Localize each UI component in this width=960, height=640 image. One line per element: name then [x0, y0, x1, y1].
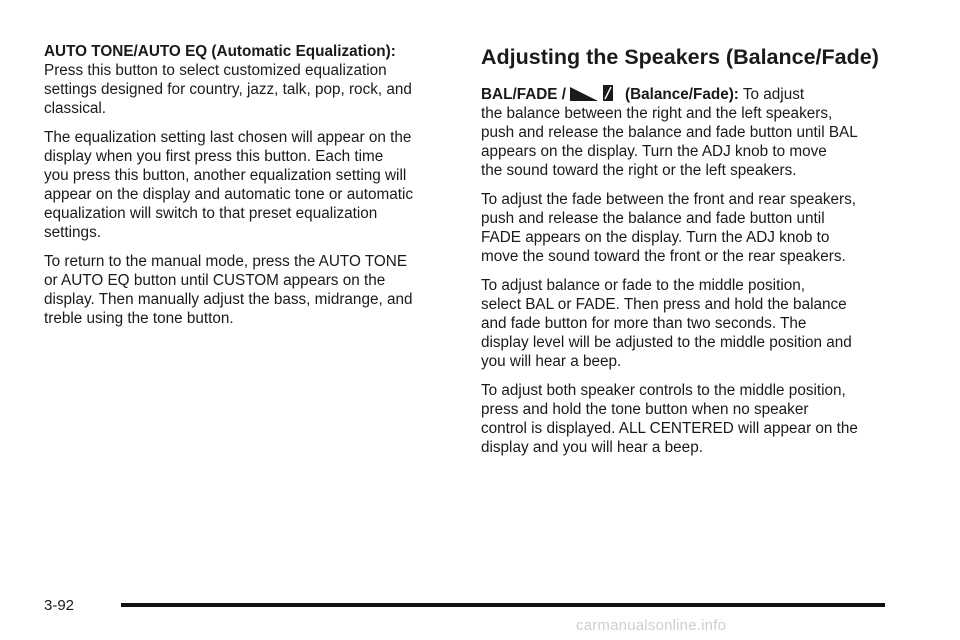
- balfade-label-end: (Balance/Fade):: [624, 86, 739, 103]
- footer-divider: [121, 603, 885, 607]
- balfade-text-rest: the balance between the right and the left speakers, push and release the balance and fade button until BAL appears on the display. Turn the ADJ knob to move the sound toward the right or the left speakers.: [481, 105, 858, 179]
- balfade-paragraph: [481, 85, 891, 180]
- middle-position-paragraph: To adjust balance or fade to the middle position, select BAL or FADE. Then press and hold the balance and fade button for more than two seconds. The display level will be adjusted to the middle position and you will hear a beep.: [481, 277, 852, 370]
- fade-paragraph: To adjust the fade between the front and rear speakers, push and release the balance and fade button until FADE appears on the display. Turn the ADJ knob to move the sound toward the front or the rear speakers.: [481, 191, 857, 265]
- balfade-text-first: To adjust: [742, 86, 805, 103]
- auto-tone-heading: AUTO TONE/AUTO EQ (Automatic Equalization):: [44, 43, 396, 60]
- auto-tone-paragraph: [44, 42, 444, 118]
- right-column: [481, 44, 891, 467]
- balfade-first-line: [481, 85, 891, 104]
- section-title: Adjusting the Speakers (Balance/Fade): [481, 45, 879, 69]
- equalization-paragraph: The equalization setting last chosen will appear on the display when you first press this button. Each time you press this button, another equalization setting will appear on the display and automatic tone or automatic equalization will switch to that preset equalization settings.: [44, 129, 414, 241]
- all-centered-paragraph: To adjust both speaker controls to the middle position, press and hold the tone button when no speaker control is displayed. ALL CENTERED will appear on the display and you will hear a beep.: [481, 382, 858, 456]
- watermark-text: carmanualsonline.info: [576, 617, 727, 634]
- auto-tone-text: Press this button to select customized equalization settings designed for country, jazz, talk, pop, rock, and classical.: [44, 62, 412, 117]
- speaker-balance-fade-icon: [567, 85, 623, 101]
- balfade-label-start: BAL/FADE /: [481, 86, 566, 103]
- manual-mode-paragraph: To return to the manual mode, press the AUTO TONE or AUTO EQ button until CUSTOM appears on the display. Then manually adjust the bass, midrange, and treble using the tone button.: [44, 253, 413, 327]
- page-number: 3-92: [44, 597, 75, 614]
- left-column: [44, 42, 444, 338]
